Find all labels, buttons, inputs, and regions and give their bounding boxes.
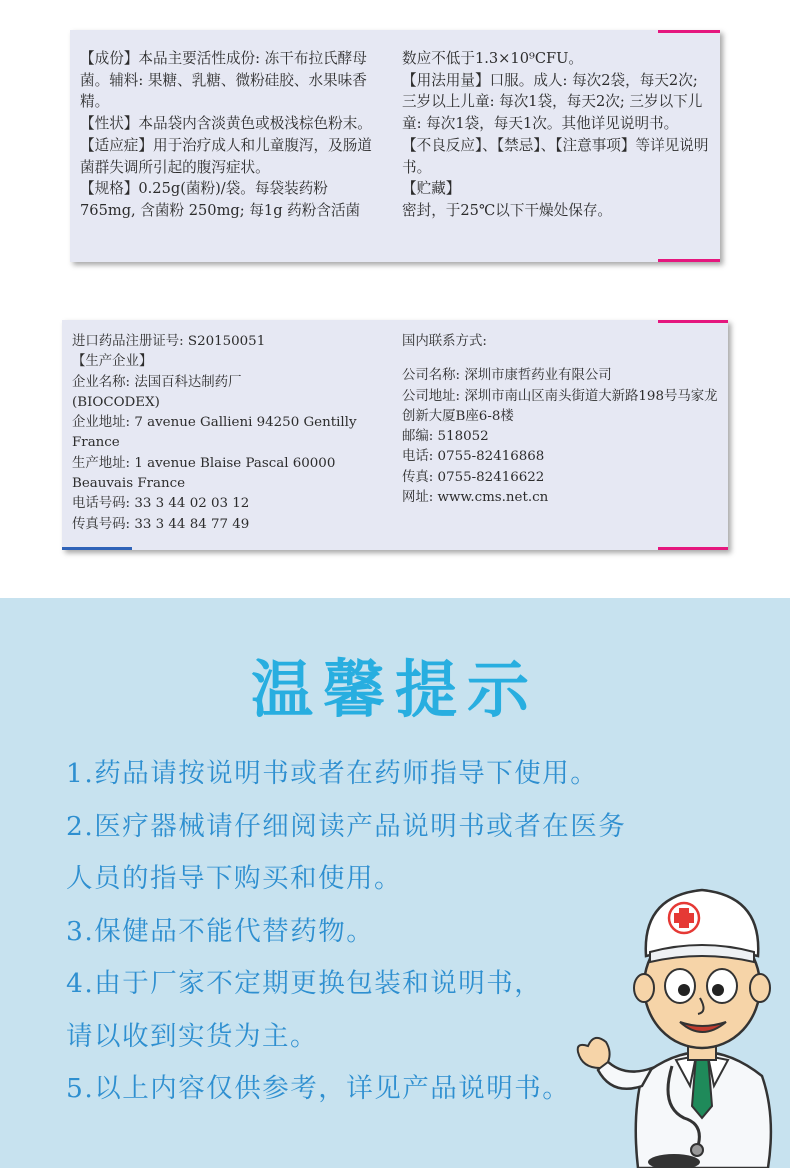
ingredients-text: 【成份】本品主要活性成份: 冻干布拉氏酵母菌。辅料: 果糖、乳糖、微粉硅胶、水果味香精。 — [80, 50, 367, 111]
phone-number: 电话号码: 33 3 44 02 03 12 — [72, 496, 250, 512]
notice-panel — [0, 598, 790, 1168]
appearance-text: 【性状】本品袋内含淡黄色或极浅棕色粉末。 — [80, 115, 372, 133]
label-left-column — [80, 48, 382, 222]
indications-text: 【适应症】用于治疗成人和儿童腹泻，及肠道菌群失调所引起的腹泻症状。 — [80, 136, 372, 176]
contact-spacer — [402, 352, 722, 366]
postal-code: 邮编: 518052 — [402, 429, 489, 445]
website: 网址: www.cms.net.cn — [402, 490, 549, 506]
notice-line: 请以收到实货为主。 — [66, 1020, 318, 1052]
blue-edge-stripe — [62, 547, 132, 550]
notice-line: 4.由于厂家不定期更换包装和说明书， — [66, 968, 543, 999]
notice-title: 温馨提示 — [250, 653, 539, 726]
doctor-illustration — [572, 856, 786, 1168]
package-label-card-1 — [70, 30, 720, 262]
company-name: 企业名称: 法国百科达制药厂 — [72, 374, 242, 390]
pink-edge-stripe — [658, 320, 728, 323]
domestic-contact-column — [402, 332, 722, 508]
domestic-company-name: 公司名称: 深圳市康哲药业有限公司 — [402, 368, 612, 384]
contact-heading: 国内联系方式: — [402, 334, 487, 349]
notice-line: 3.保健品不能代替药物。 — [66, 915, 375, 947]
specification-text: 【规格】0.25g(菌粉)/袋。每袋装药粉765mg, 含菌粉 250mg; 每1g 药粉含活菌 — [80, 180, 361, 219]
registration-number: 进口药品注册证号: S20150051 — [72, 334, 266, 349]
storage-text: 密封，于25℃以下干燥处保存。 — [402, 201, 613, 219]
notice-line: 人员的指导下购买和使用。 — [66, 863, 402, 894]
company-address: 企业地址: 7 avenue Gallieni 94250 Gentilly France — [72, 415, 357, 451]
domestic-phone: 电话: 0755-82416868 — [402, 449, 545, 465]
pink-edge-stripe — [658, 547, 728, 550]
notice-line: 5.以上内容仅供参考，详见产品说明书。 — [66, 1073, 571, 1104]
production-address: 生产地址: 1 avenue Blaise Pascal 60000 Beauvais France — [72, 455, 336, 492]
adverse-reactions-text: 【不良反应】、【禁忌】、【注意事项】等详见说明书。 — [402, 136, 709, 176]
domestic-company-address: 公司地址: 深圳市南山区南头街道大新路198号马家龙创新大厦B座6-8楼 — [402, 388, 718, 424]
company-name-en: (BIOCODEX) — [72, 394, 160, 410]
manufacturer-heading: 【生产企业】 — [72, 354, 153, 370]
package-label-card-2 — [62, 320, 728, 550]
dosage-text: 【用法用量】口服。成人: 每次2袋，每天2次; 三岁以上儿童: 每次1袋，每天2次; 三岁以下儿童: 每次1袋，每天1次。其他详见说明书。 — [402, 71, 703, 133]
fax-number: 传真号码: 33 3 44 84 77 49 — [72, 516, 250, 532]
storage-heading: 【贮藏】 — [402, 180, 461, 198]
notice-line: 2.医疗器械请仔细阅读产品说明书或者在医务 — [66, 810, 627, 842]
cfu-text: 数应不低于1.3×10⁹CFU。 — [402, 50, 584, 67]
pink-edge-stripe — [658, 259, 720, 262]
pink-edge-stripe — [658, 30, 720, 33]
red-cross-icon — [669, 903, 699, 933]
notice-line: 1.药品请按说明书或者在药师指导下使用。 — [66, 758, 599, 789]
label-right-column — [402, 48, 714, 222]
domestic-fax: 传真: 0755-82416622 — [402, 469, 545, 485]
manufacturer-column — [72, 332, 384, 535]
